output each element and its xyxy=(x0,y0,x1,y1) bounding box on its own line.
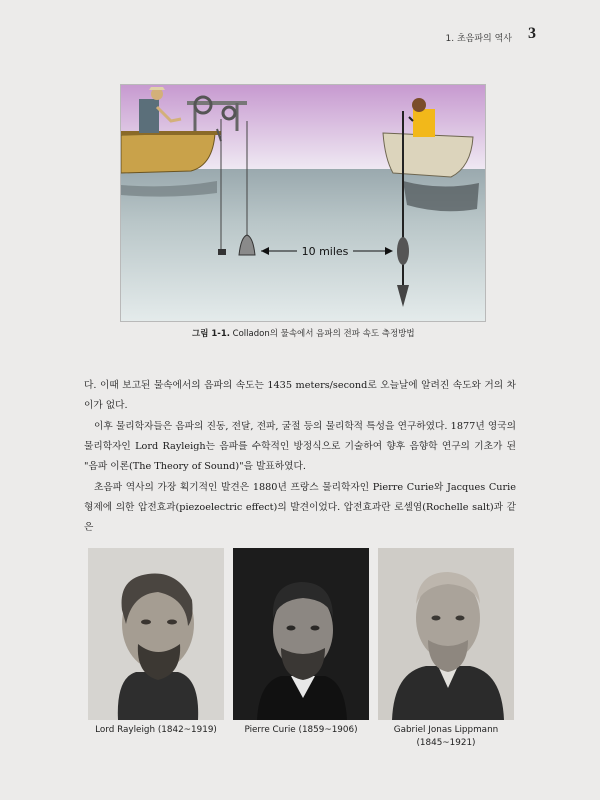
portrait-photo-lord-rayleigh xyxy=(88,548,224,720)
portrait-photo-pierre-curie xyxy=(233,548,369,720)
body-text xyxy=(84,376,516,539)
figure-caption-number: 그림 1-1. xyxy=(192,329,230,339)
listener-in-boat-right xyxy=(413,109,435,137)
distance-label: 10 miles xyxy=(301,245,349,258)
portrait-caption: Lord Rayleigh (1842~1919) xyxy=(95,725,217,735)
paragraph: 다. 이때 보고된 물속에서의 음파의 속도는 1435 meters/second로 오늘날에 알려진 속도와 거의 차이가 없다. xyxy=(84,380,516,411)
figure-colladon-experiment xyxy=(120,84,486,322)
paragraph: 초음파 역사의 가장 획기적인 발견은 1880년 프랑스 물리학자인 Pierre Curie와 Jacques Curie 형제에 의한 압전효과(piezoelectric effect)의 발견이었다. 압전효과란 로셀염(Rochelle salt)과 같은 xyxy=(84,482,516,533)
portrait-caption: Gabriel Jonas Lippmann (1845~1921) xyxy=(393,725,499,748)
portrait-photo-gabriel-lippmann xyxy=(378,548,514,720)
running-header: 1. 초음파의 역사 xyxy=(445,34,512,44)
page-number: 3 xyxy=(528,25,536,42)
man-in-boat-left xyxy=(139,99,159,133)
portrait-gallery xyxy=(88,548,514,788)
figure-caption xyxy=(192,327,415,339)
colladon-illustration xyxy=(121,85,485,321)
portrait-caption: Pierre Curie (1859~1906) xyxy=(244,725,358,735)
figure-caption-text: Colladon의 물속에서 음파의 전파 속도 측정방법 xyxy=(232,329,415,339)
paragraph: 이후 물리학자들은 음파의 진동, 전달, 전파, 굴절 등의 물리학적 특성을 연구하였다. 1877년 영국의 물리학자인 Lord Rayleigh는 음파를 수학적인 방정식으로 기술하여 향후 음향학 연구의 기초가 된 "음파 이론(The Theory of Sound)"을 발표하였다. xyxy=(84,421,516,472)
